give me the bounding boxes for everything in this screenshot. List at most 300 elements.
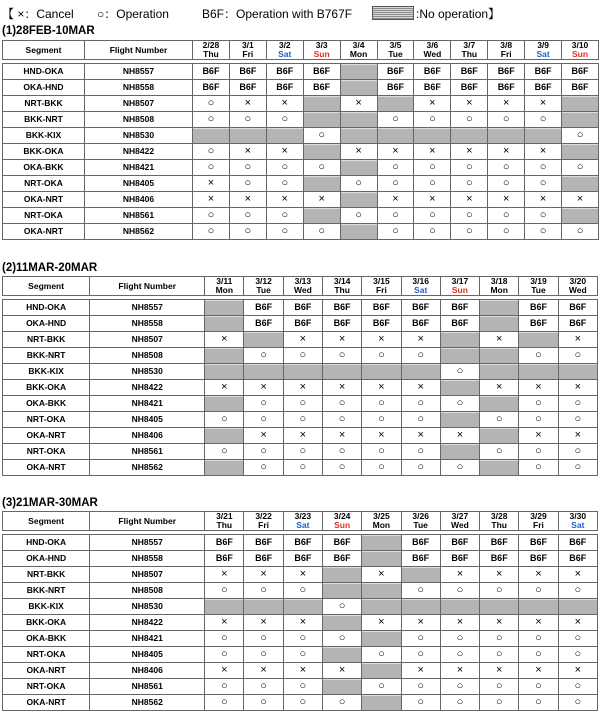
operation-cell: ○ xyxy=(323,631,362,647)
operation-cell: ○ xyxy=(377,160,414,176)
cancel-cell: × xyxy=(525,144,562,160)
operation-cell: ○ xyxy=(480,412,519,428)
flight-number-cell: NH8561 xyxy=(90,679,205,695)
cancel-cell: × xyxy=(558,428,597,444)
no-operation-cell xyxy=(303,144,340,160)
no-operation-cell xyxy=(480,364,519,380)
operation-cell: ○ xyxy=(229,208,266,224)
cancel-cell: × xyxy=(323,428,362,444)
operation-cell: ○ xyxy=(283,583,322,599)
flight-number-cell: NH8422 xyxy=(90,615,205,631)
operation-cell: ○ xyxy=(362,396,401,412)
b767f-cell: B6F xyxy=(519,316,558,332)
segment-cell: OKA-NRT xyxy=(3,224,85,240)
date-header: 3/23 xyxy=(283,512,322,522)
flight-number-header: Flight Number xyxy=(90,512,205,531)
operation-cell: ○ xyxy=(401,412,440,428)
b767f-cell: B6F xyxy=(519,551,558,567)
operation-cell: ○ xyxy=(266,208,303,224)
operation-cell: ○ xyxy=(519,679,558,695)
operation-cell: ○ xyxy=(244,679,283,695)
cancel-cell: × xyxy=(362,567,401,583)
operation-cell: ○ xyxy=(283,396,322,412)
day-of-week-header: Wed xyxy=(440,521,479,531)
operation-cell: ○ xyxy=(323,348,362,364)
no-operation-cell xyxy=(303,176,340,192)
cancel-cell: × xyxy=(519,380,558,396)
no-operation-cell xyxy=(362,695,401,711)
operation-cell: ○ xyxy=(414,160,451,176)
table-row xyxy=(3,567,598,583)
operation-cell: ○ xyxy=(401,348,440,364)
day-of-week-header: Mon xyxy=(362,521,401,531)
operation-cell: ○ xyxy=(519,631,558,647)
b767f-cell: B6F xyxy=(283,551,322,567)
table-row xyxy=(3,128,599,144)
day-of-week-header: Tue xyxy=(401,521,440,531)
operation-cell: ○ xyxy=(519,647,558,663)
day-of-week-header: Mon xyxy=(205,286,244,296)
operation-cell: ○ xyxy=(519,348,558,364)
day-of-week-header: Thu xyxy=(451,50,488,60)
date-header: 3/24 xyxy=(323,512,362,522)
operation-cell: ○ xyxy=(362,348,401,364)
segment-cell: OKA-NRT xyxy=(3,192,85,208)
operation-cell: ○ xyxy=(480,444,519,460)
cancel-cell: × xyxy=(193,176,230,192)
date-header: 3/10 xyxy=(562,41,599,51)
b767f-cell: B6F xyxy=(303,64,340,80)
b767f-cell: B6F xyxy=(266,64,303,80)
no-operation-cell xyxy=(480,599,519,615)
cancel-cell: × xyxy=(401,615,440,631)
operation-cell: ○ xyxy=(401,631,440,647)
operation-cell: ○ xyxy=(562,224,599,240)
cancel-cell: × xyxy=(519,567,558,583)
no-operation-cell xyxy=(562,144,599,160)
flight-number-cell: NH8561 xyxy=(90,444,205,460)
segment-cell: BKK-KIX xyxy=(3,128,85,144)
operation-cell: ○ xyxy=(451,176,488,192)
operation-cell: ○ xyxy=(283,460,322,476)
table-row xyxy=(3,647,598,663)
operation-cell: ○ xyxy=(440,647,479,663)
cancel-cell: × xyxy=(488,192,525,208)
day-of-week-header: Sun xyxy=(562,50,599,60)
flight-number-cell: NH8406 xyxy=(90,663,205,679)
b767f-cell: B6F xyxy=(401,535,440,551)
operation-cell: ○ xyxy=(414,176,451,192)
operation-cell: ○ xyxy=(193,208,230,224)
flight-number-cell: NH8507 xyxy=(90,567,205,583)
b767f-cell: B6F xyxy=(205,535,244,551)
day-of-week-header: Sat xyxy=(401,286,440,296)
operation-cell: ○ xyxy=(488,176,525,192)
b767f-cell: B6F xyxy=(283,535,322,551)
operation-cell: ○ xyxy=(558,444,597,460)
table-row xyxy=(3,695,598,711)
operation-cell: ○ xyxy=(244,396,283,412)
operation-cell: ○ xyxy=(558,679,597,695)
operation-cell: ○ xyxy=(440,631,479,647)
operation-cell: ○ xyxy=(562,160,599,176)
no-operation-cell xyxy=(205,300,244,316)
day-of-week-header: Fri xyxy=(519,521,558,531)
no-operation-cell xyxy=(440,332,479,348)
operation-cell: ○ xyxy=(558,631,597,647)
day-of-week-header: Sat xyxy=(283,521,322,531)
b767f-cell: B6F xyxy=(362,300,401,316)
segment-cell: OKA-NRT xyxy=(3,695,90,711)
cancel-cell: × xyxy=(323,380,362,396)
b767f-cell: B6F xyxy=(283,316,322,332)
date-header: 3/8 xyxy=(488,41,525,51)
b767f-cell: B6F xyxy=(323,300,362,316)
operation-cell: ○ xyxy=(525,176,562,192)
date-header: 3/3 xyxy=(303,41,340,51)
b767f-cell: B6F xyxy=(480,551,519,567)
table-row xyxy=(3,535,598,551)
operation-cell: ○ xyxy=(480,631,519,647)
b767f-cell: B6F xyxy=(562,80,599,96)
operation-cell: ○ xyxy=(283,444,322,460)
flight-number-cell: NH8530 xyxy=(85,128,193,144)
segment-cell: NRT-OKA xyxy=(3,176,85,192)
cancel-cell: × xyxy=(340,96,377,112)
operation-cell: ○ xyxy=(519,412,558,428)
segment-cell: NRT-OKA xyxy=(3,412,90,428)
cancel-cell: × xyxy=(414,144,451,160)
b767f-cell: B6F xyxy=(283,300,322,316)
no-operation-cell xyxy=(401,599,440,615)
operation-cell: ○ xyxy=(401,679,440,695)
operation-cell: ○ xyxy=(205,444,244,460)
cancel-cell: × xyxy=(519,428,558,444)
no-operation-cell xyxy=(519,332,558,348)
no-operation-cell xyxy=(323,364,362,380)
cancel-cell: × xyxy=(362,332,401,348)
cancel-cell: × xyxy=(562,192,599,208)
date-header: 3/21 xyxy=(205,512,244,522)
legend-b6f: B6F：Operation with B767F xyxy=(202,7,353,21)
operation-cell: ○ xyxy=(414,208,451,224)
operation-cell: ○ xyxy=(440,460,479,476)
b767f-cell: B6F xyxy=(323,316,362,332)
segment-cell: BKK-NRT xyxy=(3,583,90,599)
cancel-cell: × xyxy=(229,192,266,208)
operation-cell: ○ xyxy=(480,583,519,599)
operation-cell: ○ xyxy=(525,208,562,224)
no-operation-cell xyxy=(362,599,401,615)
segment-cell: BKK-OKA xyxy=(3,144,85,160)
no-operation-cell xyxy=(303,96,340,112)
no-operation-cell xyxy=(440,348,479,364)
flight-number-cell: NH8558 xyxy=(90,551,205,567)
table-row xyxy=(3,176,599,192)
no-operation-cell xyxy=(414,128,451,144)
no-operation-cell xyxy=(362,663,401,679)
no-operation-cell xyxy=(303,208,340,224)
b767f-cell: B6F xyxy=(266,80,303,96)
date-header: 3/27 xyxy=(440,512,479,522)
date-header: 3/13 xyxy=(283,277,322,287)
legend-no-operation: :No operation】 xyxy=(416,7,501,21)
flight-number-cell: NH8562 xyxy=(85,224,193,240)
cancel-cell: × xyxy=(480,332,519,348)
table-row xyxy=(3,583,598,599)
cancel-cell: × xyxy=(525,96,562,112)
date-header: 3/4 xyxy=(340,41,377,51)
operation-cell: ○ xyxy=(283,348,322,364)
flight-number-header: Flight Number xyxy=(90,277,205,296)
operation-cell: ○ xyxy=(323,695,362,711)
b767f-cell: B6F xyxy=(440,551,479,567)
operation-cell: ○ xyxy=(303,128,340,144)
segment-cell: NRT-OKA xyxy=(3,647,90,663)
b767f-cell: B6F xyxy=(229,64,266,80)
no-operation-cell xyxy=(340,112,377,128)
no-operation-cell xyxy=(362,535,401,551)
no-operation-cell xyxy=(362,364,401,380)
flight-number-cell: NH8530 xyxy=(90,364,205,380)
operation-cell: ○ xyxy=(480,647,519,663)
day-of-week-header: Mon xyxy=(340,50,377,60)
no-operation-cell xyxy=(303,112,340,128)
no-operation-cell xyxy=(340,224,377,240)
operation-cell: ○ xyxy=(193,224,230,240)
section-title-2: (2)11MAR-20MAR xyxy=(2,262,98,274)
flight-number-cell: NH8562 xyxy=(90,695,205,711)
no-operation-cell xyxy=(480,348,519,364)
b767f-cell: B6F xyxy=(244,551,283,567)
flight-number-cell: NH8508 xyxy=(90,583,205,599)
date-header: 3/25 xyxy=(362,512,401,522)
day-of-week-header: Mon xyxy=(480,286,519,296)
no-operation-cell xyxy=(480,396,519,412)
b767f-cell: B6F xyxy=(303,80,340,96)
operation-cell: ○ xyxy=(193,96,230,112)
segment-cell: OKA-BKK xyxy=(3,160,85,176)
operation-cell: ○ xyxy=(193,112,230,128)
b767f-cell: B6F xyxy=(362,316,401,332)
operation-cell: ○ xyxy=(283,631,322,647)
date-header: 3/26 xyxy=(401,512,440,522)
flight-number-cell: NH8557 xyxy=(90,535,205,551)
operation-cell: ○ xyxy=(283,679,322,695)
b767f-cell: B6F xyxy=(401,551,440,567)
operation-cell: ○ xyxy=(558,695,597,711)
operation-cell: ○ xyxy=(283,695,322,711)
table-row xyxy=(3,316,598,332)
date-header: 3/15 xyxy=(362,277,401,287)
operation-cell: ○ xyxy=(414,224,451,240)
cancel-cell: × xyxy=(480,615,519,631)
flight-number-cell: NH8558 xyxy=(90,316,205,332)
cancel-cell: × xyxy=(283,615,322,631)
cancel-cell: × xyxy=(244,428,283,444)
operation-cell: ○ xyxy=(519,695,558,711)
b767f-cell: B6F xyxy=(414,64,451,80)
table-row xyxy=(3,208,599,224)
table-row xyxy=(3,96,599,112)
cancel-cell: × xyxy=(525,192,562,208)
date-header: 3/20 xyxy=(558,277,597,287)
table-row xyxy=(3,599,598,615)
operation-cell: ○ xyxy=(558,396,597,412)
no-operation-cell xyxy=(205,396,244,412)
operation-cell: ○ xyxy=(340,176,377,192)
no-operation-cell xyxy=(205,460,244,476)
day-of-week-header: Wed xyxy=(558,286,597,296)
cancel-cell: × xyxy=(401,428,440,444)
b767f-cell: B6F xyxy=(558,300,597,316)
no-operation-cell xyxy=(562,96,599,112)
table-row xyxy=(3,412,598,428)
no-operation-cell xyxy=(562,176,599,192)
cancel-cell: × xyxy=(519,663,558,679)
day-of-week-header: Fri xyxy=(362,286,401,296)
flight-number-cell: NH8422 xyxy=(85,144,193,160)
flight-number-cell: NH8530 xyxy=(90,599,205,615)
flight-number-cell: NH8405 xyxy=(90,412,205,428)
no-operation-cell xyxy=(558,599,597,615)
operation-cell: ○ xyxy=(451,160,488,176)
flight-number-cell: NH8405 xyxy=(85,176,193,192)
operation-cell: ○ xyxy=(362,647,401,663)
no-operation-cell xyxy=(480,460,519,476)
no-operation-cell xyxy=(283,599,322,615)
operation-cell: ○ xyxy=(323,460,362,476)
b767f-cell: B6F xyxy=(323,551,362,567)
b767f-cell: B6F xyxy=(401,316,440,332)
b767f-cell: B6F xyxy=(558,551,597,567)
table-row xyxy=(3,160,599,176)
day-of-week-header: Sat xyxy=(266,50,303,60)
no-operation-cell xyxy=(205,599,244,615)
date-header: 3/30 xyxy=(558,512,597,522)
cancel-cell: × xyxy=(266,192,303,208)
day-of-week-header: Thu xyxy=(205,521,244,531)
b767f-cell: B6F xyxy=(558,316,597,332)
no-operation-cell xyxy=(323,647,362,663)
operation-cell: ○ xyxy=(244,444,283,460)
operation-cell: ○ xyxy=(362,460,401,476)
segment-cell: HND-OKA xyxy=(3,64,85,80)
table-row xyxy=(3,364,598,380)
no-operation-cell xyxy=(266,128,303,144)
segment-header: Segment xyxy=(3,512,90,531)
operation-cell: ○ xyxy=(229,224,266,240)
operation-cell: ○ xyxy=(362,679,401,695)
operation-cell: ○ xyxy=(480,695,519,711)
table-row xyxy=(3,300,598,316)
cancel-cell: × xyxy=(488,144,525,160)
no-operation-cell xyxy=(205,316,244,332)
cancel-cell: × xyxy=(377,144,414,160)
table-row xyxy=(3,428,598,444)
operation-cell: ○ xyxy=(519,460,558,476)
flight-number-cell: NH8557 xyxy=(90,300,205,316)
cancel-cell: × xyxy=(401,332,440,348)
flight-number-cell: NH8406 xyxy=(90,428,205,444)
table-row xyxy=(3,679,598,695)
no-operation-cell xyxy=(480,316,519,332)
b767f-cell: B6F xyxy=(440,300,479,316)
operation-cell: ○ xyxy=(377,176,414,192)
no-operation-cell xyxy=(323,567,362,583)
no-operation-cell xyxy=(480,428,519,444)
no-operation-cell xyxy=(519,364,558,380)
b767f-cell: B6F xyxy=(480,535,519,551)
no-operation-cell xyxy=(562,112,599,128)
b767f-cell: B6F xyxy=(488,64,525,80)
no-operation-cell xyxy=(401,364,440,380)
cancel-cell: × xyxy=(451,192,488,208)
operation-cell: ○ xyxy=(205,679,244,695)
cancel-cell: × xyxy=(229,96,266,112)
day-of-week-header: Wed xyxy=(414,50,451,60)
date-header: 3/14 xyxy=(323,277,362,287)
operation-cell: ○ xyxy=(377,112,414,128)
cancel-cell: × xyxy=(283,332,322,348)
operation-cell: ○ xyxy=(205,631,244,647)
cancel-cell: × xyxy=(558,380,597,396)
operation-cell: ○ xyxy=(229,112,266,128)
cancel-cell: × xyxy=(244,380,283,396)
flight-number-cell: NH8507 xyxy=(90,332,205,348)
b767f-cell: B6F xyxy=(562,64,599,80)
day-of-week-header: Fri xyxy=(488,50,525,60)
operation-cell: ○ xyxy=(451,112,488,128)
operation-cell: ○ xyxy=(525,112,562,128)
flight-number-cell: NH8561 xyxy=(85,208,193,224)
operation-cell: ○ xyxy=(401,396,440,412)
operation-cell: ○ xyxy=(525,160,562,176)
cancel-cell: × xyxy=(229,144,266,160)
table-row xyxy=(3,663,598,679)
no-operation-cell xyxy=(451,128,488,144)
segment-cell: NRT-BKK xyxy=(3,96,85,112)
operation-cell: ○ xyxy=(558,647,597,663)
operation-cell: ○ xyxy=(323,396,362,412)
table-row xyxy=(3,224,599,240)
b767f-cell: B6F xyxy=(205,551,244,567)
operation-cell: ○ xyxy=(229,176,266,192)
b767f-cell: B6F xyxy=(193,80,230,96)
date-header: 3/1 xyxy=(229,41,266,51)
segment-cell: NRT-BKK xyxy=(3,567,90,583)
no-operation-cell xyxy=(340,64,377,80)
segment-cell: OKA-HND xyxy=(3,316,90,332)
cancel-cell: × xyxy=(205,615,244,631)
table-row xyxy=(3,112,599,128)
b767f-cell: B6F xyxy=(244,300,283,316)
no-operation-cell xyxy=(340,192,377,208)
cancel-cell: × xyxy=(205,380,244,396)
cancel-cell: × xyxy=(244,567,283,583)
segment-cell: BKK-NRT xyxy=(3,348,90,364)
no-operation-swatch-icon xyxy=(372,6,414,20)
operation-cell: ○ xyxy=(244,460,283,476)
b767f-cell: B6F xyxy=(519,300,558,316)
cancel-cell: × xyxy=(362,428,401,444)
b767f-cell: B6F xyxy=(519,535,558,551)
cancel-cell: × xyxy=(205,567,244,583)
operation-cell: ○ xyxy=(362,444,401,460)
date-header: 3/29 xyxy=(519,512,558,522)
b767f-cell: B6F xyxy=(525,64,562,80)
section-title-3: (3)21MAR-30MAR xyxy=(2,497,98,509)
